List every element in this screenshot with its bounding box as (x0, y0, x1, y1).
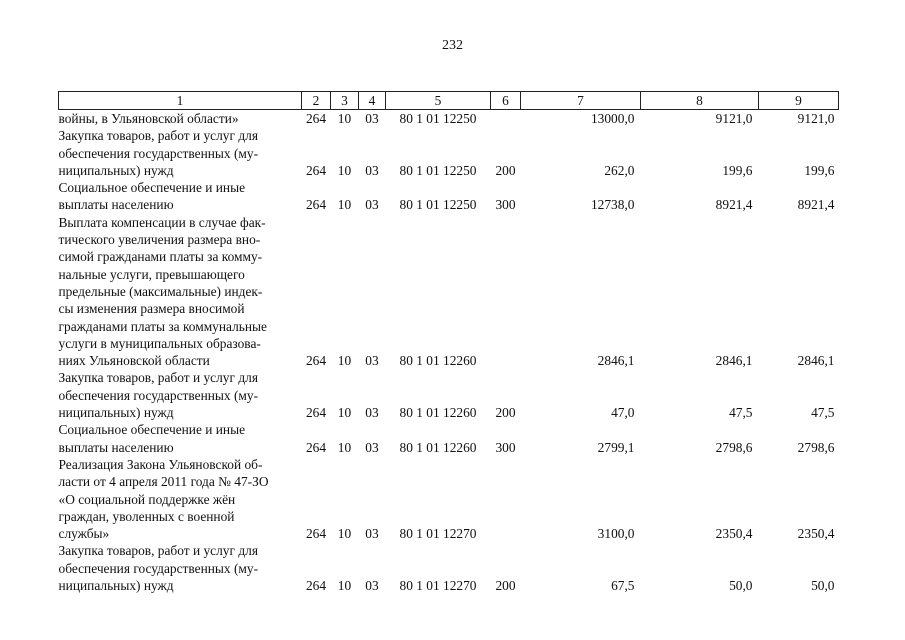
row-name-line: граждан, уволенных с военной (58, 508, 235, 524)
row-expense-type: 200 (495, 162, 516, 178)
row-name-line: Закупка товаров, работ и услуг для (58, 543, 258, 559)
row-target-article: 80 1 01 12270 (399, 578, 477, 594)
row-target-article: 80 1 01 12260 (399, 353, 477, 369)
row-chapter: 264 (305, 405, 327, 421)
row-name-line: обеспечения государственных (му- (58, 560, 259, 576)
row-value-col8: 2798,6 (715, 439, 753, 455)
header-col-6: 6 (491, 92, 521, 110)
row-subsection: 03 (365, 162, 379, 178)
row-chapter: 264 (305, 111, 327, 126)
row-name-line: обеспечения государственных (му- (58, 387, 259, 403)
header-col-3: 3 (331, 92, 359, 110)
row-chapter: 264 (305, 526, 327, 542)
row-name-line: службы» (58, 526, 110, 542)
row-name-line: Закупка товаров, работ и услуг для (58, 370, 258, 386)
row-name-line: предельные (максимальные) индек- (58, 283, 263, 299)
table-row (59, 542, 839, 594)
header-col-9: 9 (759, 92, 839, 110)
row-expense-type: 200 (495, 578, 516, 594)
table-row (59, 110, 839, 128)
row-subsection: 03 (365, 439, 379, 455)
row-subsection: 03 (365, 111, 379, 126)
table-row (59, 421, 839, 456)
row-target-article: 80 1 01 12260 (399, 439, 477, 455)
row-section: 10 (337, 353, 352, 369)
row-name-line: ниципальных) нужд (58, 162, 174, 178)
row-name-line: сы изменения размера вносимой (58, 301, 245, 317)
row-name-line: обеспечения государственных (му- (58, 145, 259, 161)
row-name-line: Социальное обеспечение и иные (58, 422, 246, 438)
row-chapter: 264 (305, 439, 327, 455)
row-value-col9: 50,0 (811, 578, 835, 594)
row-subsection: 03 (365, 353, 379, 369)
row-name-line: гражданами платы за коммунальные (58, 318, 267, 334)
row-value-col7: 13000,0 (590, 111, 635, 126)
row-subsection: 03 (365, 405, 379, 421)
header-col-1: 1 (59, 92, 302, 110)
row-value-col7: 47,0 (611, 405, 635, 421)
row-value-col8: 8921,4 (715, 197, 753, 213)
row-section: 10 (337, 405, 352, 421)
row-name (59, 214, 302, 370)
row-name-line: Социальное обеспечение и иные (58, 180, 246, 196)
row-value-col8: 2846,1 (715, 353, 753, 369)
row-section: 10 (337, 578, 352, 594)
row-value-col9: 199,6 (804, 162, 835, 178)
row-chapter: 264 (305, 197, 327, 213)
row-value-col8: 47,5 (729, 405, 753, 421)
row-section: 10 (337, 162, 352, 178)
table-row (59, 369, 839, 421)
row-name-line: нальные услуги, превышающего (58, 266, 245, 282)
table-row (59, 127, 839, 179)
row-value-col8: 199,6 (722, 162, 753, 178)
row-target-article: 80 1 01 12250 (399, 197, 477, 213)
row-name-line: войны, в Ульяновской области» (58, 111, 239, 126)
budget-table (58, 91, 839, 594)
row-expense-type (491, 456, 521, 542)
row-name-line: услуги в муниципальных образова- (58, 335, 261, 351)
header-col-8: 8 (641, 92, 759, 110)
row-value-col7: 2799,1 (597, 439, 635, 455)
row-value-col9: 2798,6 (797, 439, 835, 455)
row-expense-type (491, 214, 521, 370)
row-section: 10 (337, 439, 352, 455)
row-section: 10 (337, 197, 352, 213)
row-name-line: симой гражданами платы за комму- (58, 249, 263, 265)
header-row (59, 92, 839, 110)
row-chapter: 264 (305, 162, 327, 178)
row-name-line: ласти от 4 апреля 2011 года № 47-ЗО (58, 474, 269, 490)
row-name-line: Реализация Закона Ульяновской об- (58, 456, 263, 472)
row-subsection: 03 (365, 578, 379, 594)
page-number: 232 (442, 38, 463, 53)
row-target-article: 80 1 01 12250 (399, 162, 477, 178)
row-value-col9: 9121,0 (797, 111, 835, 126)
row-name-line: ниципальных) нужд (58, 578, 174, 594)
table-row (59, 214, 839, 370)
row-name-line: выплаты населению (58, 197, 174, 213)
row-subsection: 03 (365, 197, 379, 213)
header-col-2: 2 (302, 92, 331, 110)
row-value-col8: 9121,0 (715, 111, 753, 126)
row-name (59, 179, 302, 214)
row-value-col9: 8921,4 (797, 197, 835, 213)
row-name (59, 110, 302, 128)
table-body (59, 110, 839, 595)
row-subsection: 03 (365, 526, 379, 542)
header-col-7: 7 (521, 92, 641, 110)
row-value-col7: 3100,0 (597, 526, 635, 542)
row-name (59, 369, 302, 421)
header-col-4: 4 (359, 92, 386, 110)
row-value-col9: 2350,4 (797, 526, 835, 542)
row-value-col8: 50,0 (729, 578, 753, 594)
row-value-col7: 12738,0 (590, 197, 635, 213)
row-target-article: 80 1 01 12270 (399, 526, 477, 542)
row-expense-type (491, 110, 521, 128)
row-value-col7: 262,0 (604, 162, 635, 178)
table-row (59, 179, 839, 214)
row-name-line: ниях Ульяновской области (58, 353, 210, 369)
row-value-col8: 2350,4 (715, 526, 753, 542)
row-section: 10 (337, 111, 352, 126)
row-name (59, 421, 302, 456)
row-section: 10 (337, 526, 352, 542)
row-name (59, 456, 302, 542)
row-target-article: 80 1 01 12260 (399, 405, 477, 421)
row-expense-type: 300 (495, 439, 516, 455)
row-name-line: ниципальных) нужд (58, 405, 174, 421)
row-name-line: тического увеличения размера вно- (58, 232, 261, 248)
row-name-line: Выплата компенсации в случае фак- (58, 214, 266, 230)
row-name (59, 542, 302, 594)
row-value-col9: 2846,1 (797, 353, 835, 369)
table-row (59, 456, 839, 542)
row-name-line: «О социальной поддержке жён (58, 491, 236, 507)
row-chapter: 264 (305, 578, 327, 594)
header-col-5: 5 (386, 92, 491, 110)
row-value-col7: 2846,1 (597, 353, 635, 369)
row-expense-type: 200 (495, 405, 516, 421)
row-value-col7: 67,5 (611, 578, 635, 594)
row-target-article: 80 1 01 12250 (399, 111, 477, 126)
row-expense-type: 300 (495, 197, 516, 213)
row-chapter: 264 (305, 353, 327, 369)
row-name-line: выплаты населению (58, 439, 174, 455)
row-value-col9: 47,5 (811, 405, 835, 421)
row-name-line: Закупка товаров, работ и услуг для (58, 128, 258, 144)
row-name (59, 127, 302, 179)
